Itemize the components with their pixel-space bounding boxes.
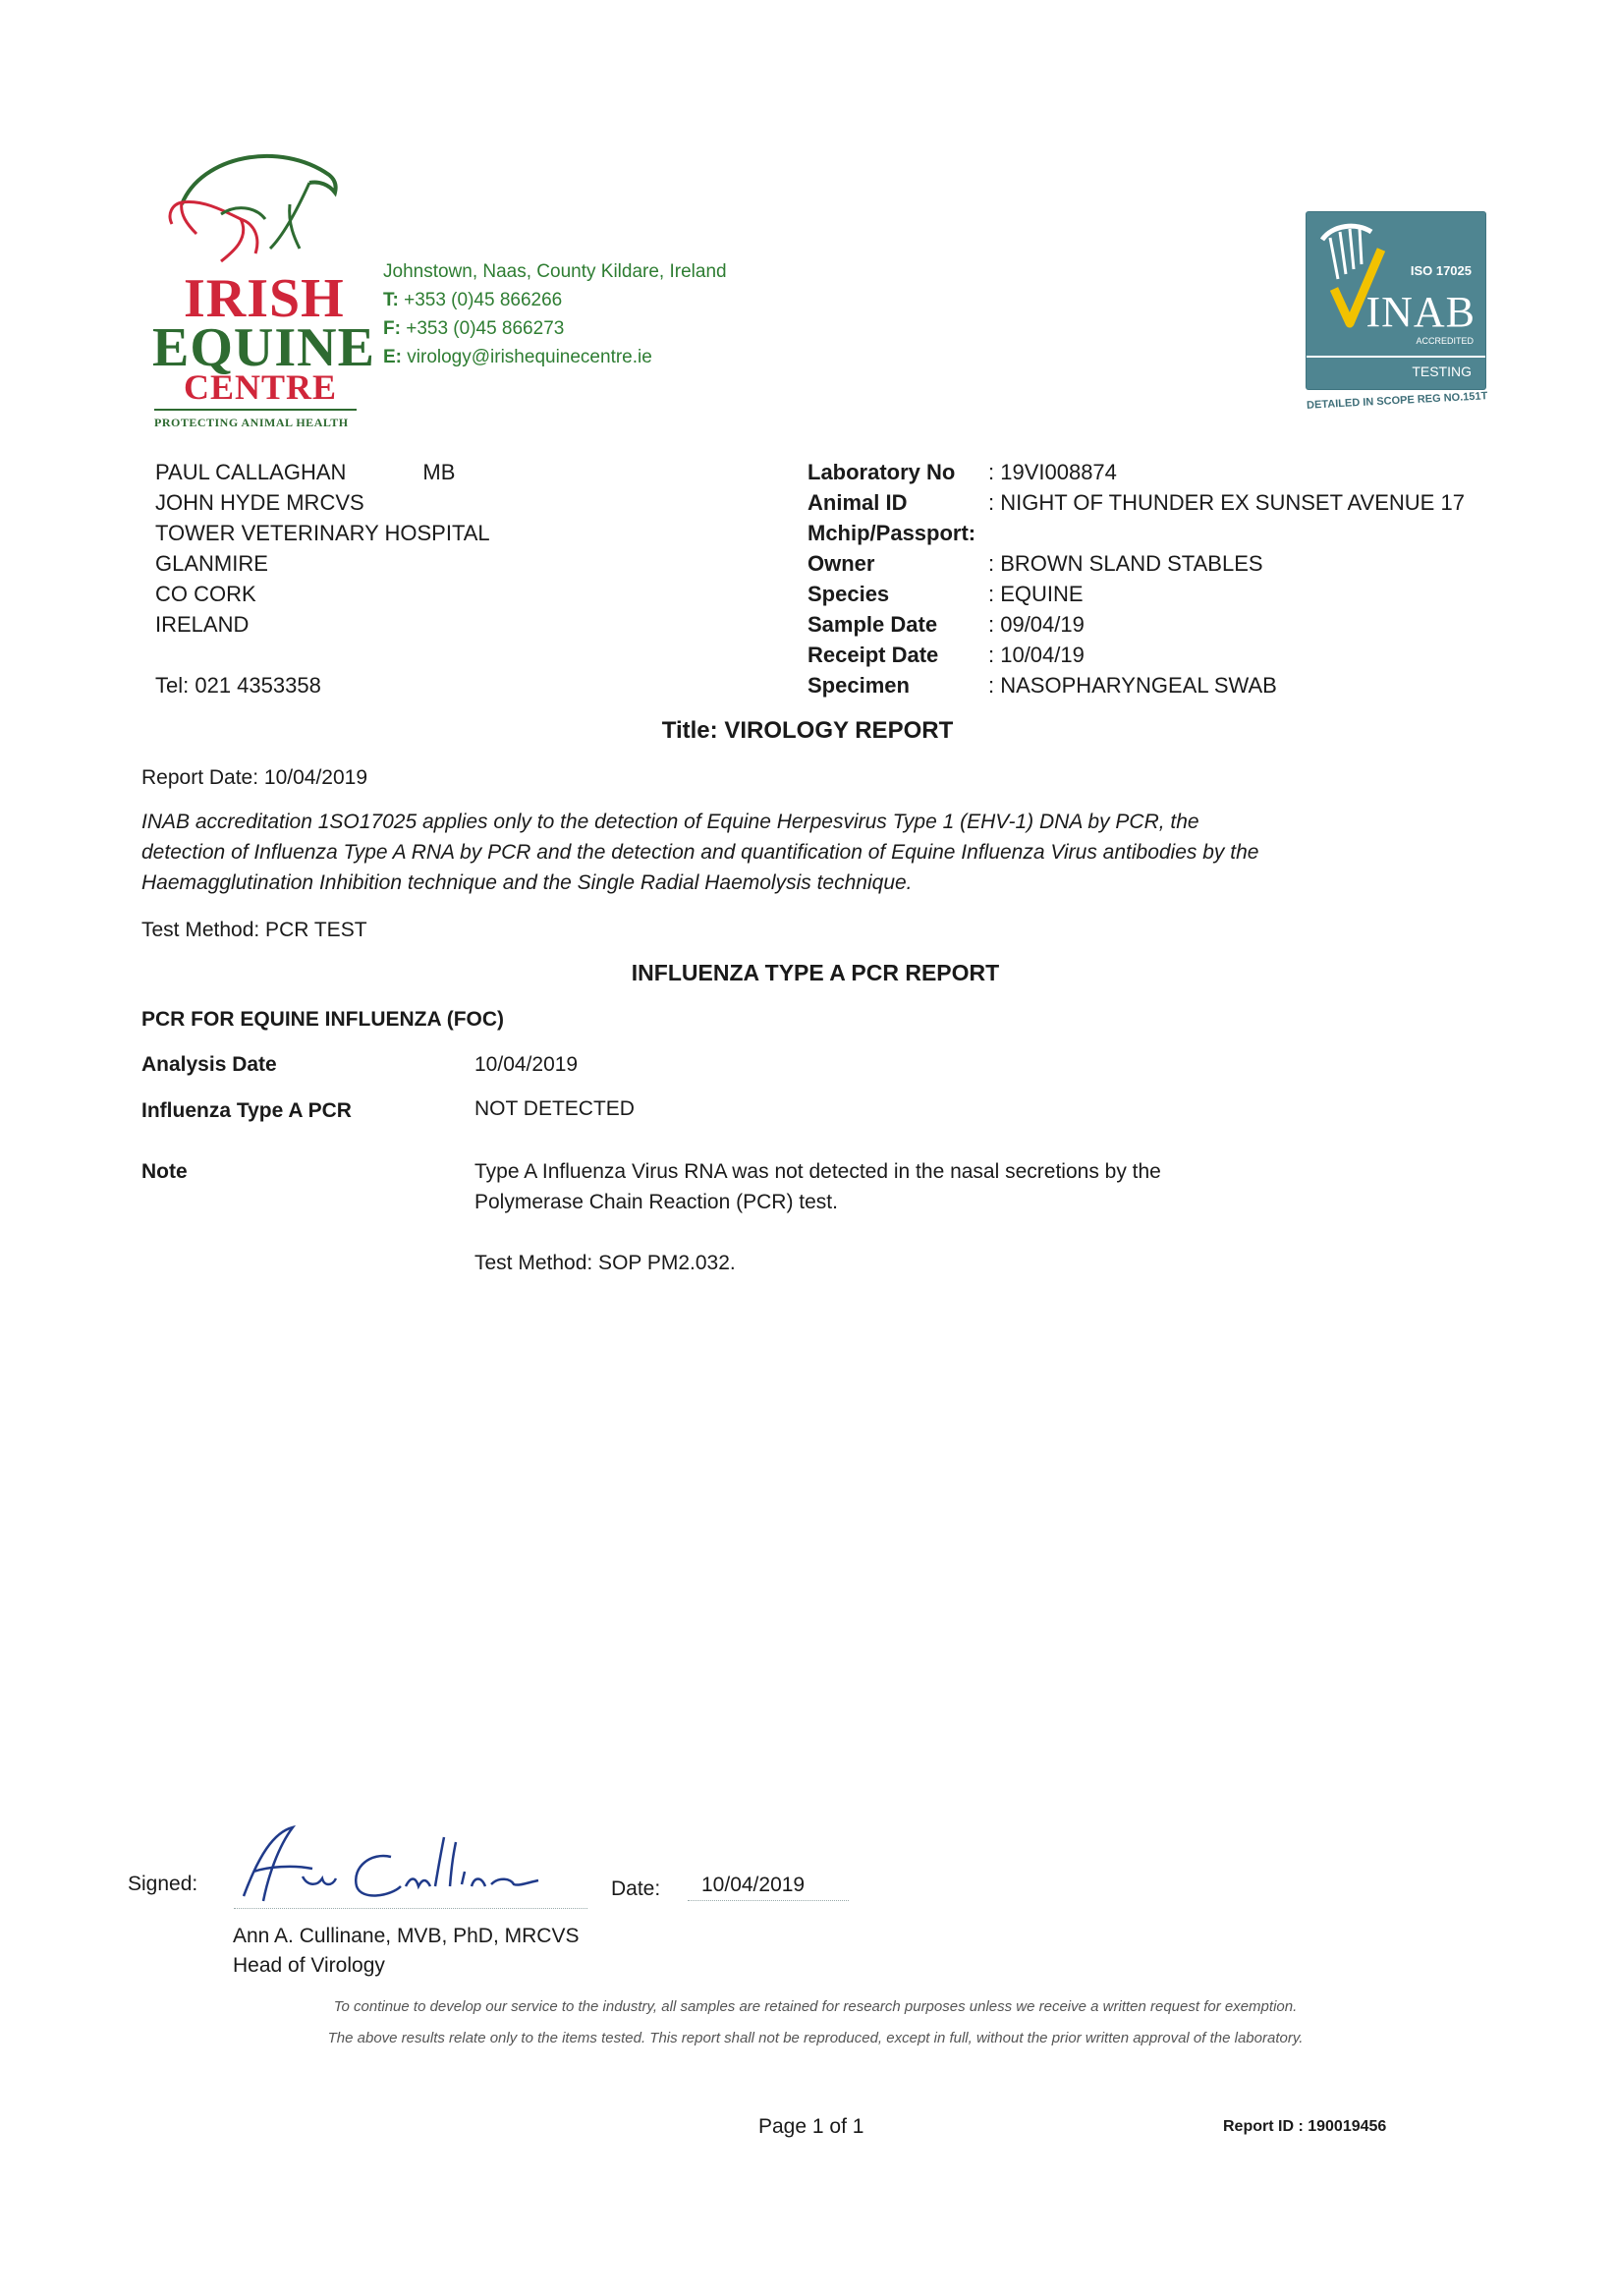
badge-iso: ISO 17025 — [1410, 263, 1472, 278]
recipient-line: TOWER VETERINARY HOSPITAL — [155, 521, 490, 545]
contact-block — [383, 257, 727, 371]
analysis-date-label: Analysis Date — [141, 1053, 277, 1076]
detail-row: Laboratory No : 19VI008874 — [808, 460, 1117, 484]
badge-accredited: ACCREDITED — [1416, 336, 1474, 346]
accreditation-note: INAB accreditation 1SO17025 applies only to the detection of Equine Herpesvirus Type 1 (EHV-1) DNA by PCR, the detection of Influenza Type A RNA by PCR and the detection and quantification of Equine Influenza Virus antibodies by the Haemagglutination Inhibition technique and the Single Radial Haemolysis technique. — [141, 811, 1259, 894]
signature-area — [234, 1818, 587, 1909]
recipient-line: JOHN HYDE MRCVS — [155, 490, 364, 515]
contact-tel: T: +353 (0)45 866266 — [383, 290, 563, 310]
logo-line-equine: EQUINE — [152, 317, 375, 378]
logo — [152, 145, 378, 430]
signature-date: 10/04/2019 — [688, 1870, 849, 1901]
note-method: Test Method: SOP PM2.032. — [474, 1252, 736, 1274]
logo-tagline: PROTECTING ANIMAL HEALTH — [154, 409, 357, 430]
inab-badge — [1307, 212, 1485, 389]
logo-line-centre: CENTRE — [184, 367, 338, 407]
signatory-name: Ann A. Cullinane, MVB, PhD, MRCVS — [233, 1925, 580, 1947]
recipient-name: PAUL CALLAGHAN — [155, 460, 347, 484]
pcr-result: NOT DETECTED — [474, 1097, 635, 1120]
analysis-date-value: 10/04/2019 — [474, 1053, 579, 1076]
contact-address: Johnstown, Naas, County Kildare, Ireland — [383, 261, 727, 282]
report-id: Report ID : 190019456 — [1223, 2118, 1387, 2135]
detail-row: Animal ID : NIGHT OF THUNDER EX SUNSET AVENUE 17 — [808, 490, 1465, 515]
recipient-line: CO CORK — [155, 582, 256, 606]
footer-retention-note: To continue to develop our service to the industry, all samples are retained for research purposes unless we receive a written request for exemption. — [333, 1998, 1298, 2015]
signed-label: Signed: — [128, 1873, 198, 1895]
detail-row: Species : EQUINE — [808, 582, 1084, 606]
page-number: Page 1 of 1 — [758, 2115, 864, 2138]
pcr-label: Influenza Type A PCR — [141, 1099, 352, 1122]
recipient-tel: Tel: 021 4353358 — [155, 673, 321, 698]
detail-row: Receipt Date : 10/04/19 — [808, 643, 1085, 667]
logo-line-irish: IRISH — [184, 268, 345, 329]
recipient-line: GLANMIRE — [155, 551, 268, 576]
note-text: Type A Influenza Virus RNA was not detected in the nasal secretions by the Polymerase Chain Reaction (PCR) test. — [474, 1160, 1161, 1213]
recipient-block — [155, 457, 490, 700]
section-title: INFLUENZA TYPE A PCR REPORT — [631, 960, 1000, 985]
report-date: Report Date: 10/04/2019 — [141, 766, 367, 789]
report-title: Title: VIROLOGY REPORT — [661, 717, 954, 744]
recipient-code: MB — [422, 460, 456, 484]
signature-mark — [234, 1818, 548, 1906]
recipient-name-row — [155, 457, 490, 487]
horse-logo-icon — [162, 145, 359, 273]
test-method: Test Method: PCR TEST — [141, 919, 367, 941]
badge-testing: TESTING — [1412, 364, 1472, 379]
signatory-role: Head of Virology — [233, 1954, 385, 1977]
detail-row: Mchip/Passport: — [808, 521, 976, 545]
badge-scope: DETAILED IN SCOPE REG NO.151T — [1306, 390, 1488, 412]
footer-disclaimer: The above results relate only to the items tested. This report shall not be reproduced, except in full, without the prior written approval of the laboratory. — [327, 2030, 1304, 2046]
note-label: Note — [141, 1160, 188, 1183]
recipient-line: IRELAND — [155, 612, 250, 637]
subsection-title: PCR FOR EQUINE INFLUENZA (FOC) — [141, 1008, 505, 1031]
contact-email: E: virology@irishequinecentre.ie — [383, 347, 652, 367]
sample-details — [808, 457, 1593, 700]
detail-row: Specimen : NASOPHARYNGEAL SWAB — [808, 673, 1277, 698]
badge-name: INAB — [1365, 288, 1476, 336]
contact-fax: F: +353 (0)45 866273 — [383, 318, 565, 339]
detail-row: Sample Date : 09/04/19 — [808, 612, 1085, 637]
date-label: Date: — [611, 1877, 661, 1900]
detail-row: Owner : BROWN SLAND STABLES — [808, 551, 1263, 576]
